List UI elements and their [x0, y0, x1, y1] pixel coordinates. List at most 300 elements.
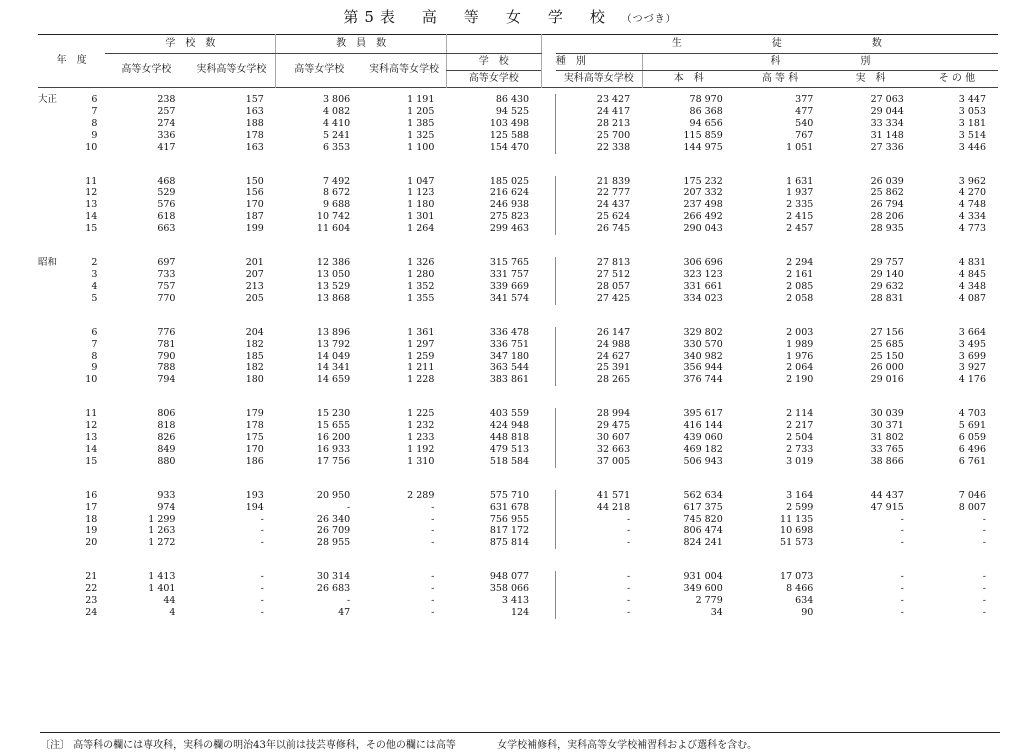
cell-students-main: 349 600 — [683, 583, 723, 595]
cell-schools-vocational: 157 — [245, 94, 264, 105]
era-cell — [38, 187, 65, 199]
year-cell: 20 — [85, 537, 98, 549]
cell-students-girls-hs: 246 938 — [489, 199, 530, 211]
table-row — [38, 94, 998, 106]
cell-students-advanced: 634 — [795, 595, 814, 607]
cell-students-main: 266 492 — [683, 211, 723, 223]
table-row — [38, 571, 998, 583]
cell-teachers-girls-hs: 30 314 — [316, 571, 351, 583]
cell-schools-vocational: 185 — [245, 350, 264, 362]
cell-schools-girls-hs: 697 — [157, 257, 176, 269]
era-cell — [38, 525, 65, 537]
cell-teachers-girls-hs: 6 353 — [322, 141, 351, 153]
table-row — [38, 211, 998, 223]
cell-students-vocational: 27 512 — [596, 268, 631, 280]
cell-students-practical: 25 150 — [870, 350, 904, 362]
cell-teachers-vocational: 1 264 — [407, 223, 435, 235]
cell-students-advanced: 767 — [795, 129, 814, 141]
cell-schools-vocational: 213 — [245, 280, 264, 292]
cell-students-main: 506 943 — [683, 455, 723, 467]
footnote-text-2: 女学校補修科，実科高等女学校補習科および選科を含む。 — [497, 740, 758, 751]
table-row — [38, 327, 998, 339]
cell-teachers-girls-hs: 26 683 — [316, 583, 351, 595]
cell-teachers-vocational: 1 325 — [407, 129, 435, 141]
cell-students-girls-hs: 948 077 — [489, 571, 530, 583]
table-row — [38, 420, 998, 432]
cell-schools-vocational: 175 — [245, 432, 264, 444]
cell-students-other: 4 748 — [958, 199, 986, 211]
cell-teachers-girls-hs: 16 933 — [316, 443, 351, 455]
year-cell: 18 — [85, 513, 98, 525]
table-row — [38, 106, 998, 118]
cell-teachers-girls-hs: 7 492 — [322, 175, 351, 187]
cell-students-girls-hs: 341 574 — [489, 292, 530, 304]
cell-students-vocational: - — [626, 595, 631, 607]
header-girls-hs: 高等女学校 — [121, 64, 172, 76]
cell-teachers-vocational: 1 191 — [407, 94, 435, 105]
cell-students-other: - — [982, 571, 986, 583]
table-row — [38, 199, 998, 211]
year-cell: 15 — [85, 223, 98, 235]
cell-students-girls-hs: 331 757 — [489, 268, 530, 280]
cell-students-vocational: 22 777 — [596, 187, 631, 199]
table-row — [38, 432, 998, 444]
cell-teachers-vocational: 1 352 — [407, 280, 435, 292]
header-course: 科 別 — [642, 54, 998, 71]
cell-schools-vocational: 150 — [245, 175, 264, 187]
cell-students-girls-hs: 336 751 — [489, 338, 530, 350]
cell-students-girls-hs: 275 823 — [489, 211, 530, 223]
cell-schools-vocational: 156 — [245, 187, 264, 199]
cell-schools-girls-hs: 417 — [157, 141, 176, 153]
year-cell: 9 — [91, 362, 98, 374]
table-row — [38, 514, 998, 526]
header-practical-course: 実 科 — [855, 72, 886, 84]
cell-teachers-vocational: - — [431, 595, 435, 607]
header-type: 種 別 — [556, 54, 642, 71]
cell-students-main: 469 182 — [683, 443, 723, 455]
cell-students-other: 8 007 — [958, 501, 986, 513]
cell-schools-girls-hs: 933 — [157, 489, 176, 501]
cell-teachers-vocational: 1 297 — [407, 338, 435, 350]
cell-students-main: 175 232 — [683, 175, 723, 187]
cell-students-advanced: 1 051 — [786, 141, 814, 153]
cell-students-practical: 29 016 — [870, 374, 904, 386]
cell-students-advanced: 2 415 — [786, 211, 814, 223]
row-spacer — [38, 154, 998, 176]
cell-teachers-girls-hs: 15 655 — [316, 420, 351, 432]
cell-students-advanced: 8 466 — [786, 583, 814, 595]
cell-teachers-vocational: - — [431, 607, 435, 618]
cell-students-main: 439 060 — [683, 432, 723, 444]
cell-students-vocational: 30 607 — [596, 432, 631, 444]
cell-schools-girls-hs: 336 — [157, 129, 176, 141]
table-row — [38, 269, 998, 281]
cell-students-practical: - — [900, 525, 904, 537]
table-row — [38, 223, 998, 235]
cell-students-girls-hs: 403 559 — [489, 408, 530, 420]
row-spacer — [38, 305, 998, 327]
year-cell: 19 — [85, 525, 98, 537]
cell-teachers-girls-hs: 13 529 — [316, 280, 351, 292]
cell-students-practical: 27 063 — [870, 94, 904, 105]
cell-schools-vocational: - — [260, 607, 264, 618]
cell-teachers-girls-hs: 13 792 — [316, 338, 351, 350]
cell-students-practical: 29 632 — [870, 280, 904, 292]
cell-schools-girls-hs: 529 — [157, 187, 176, 199]
cell-schools-vocational: 163 — [245, 141, 264, 153]
header-teachers-vocational: 実科高等女学校 — [369, 64, 440, 76]
year-cell: 3 — [91, 268, 98, 280]
table-row — [38, 502, 998, 514]
table-row — [38, 187, 998, 199]
cell-teachers-girls-hs: 17 756 — [316, 455, 351, 467]
cell-students-practical: 26 794 — [870, 199, 904, 211]
era-cell — [38, 106, 65, 118]
cell-students-other: 4 334 — [958, 211, 986, 223]
era-cell — [38, 351, 65, 363]
cell-schools-vocational: 178 — [245, 129, 264, 141]
cell-schools-vocational: 193 — [245, 489, 264, 501]
cell-students-vocational: 26 147 — [596, 326, 631, 338]
cell-students-practical: - — [900, 607, 904, 618]
cell-teachers-girls-hs: 8 672 — [322, 187, 351, 199]
year-cell: 15 — [85, 455, 98, 467]
cell-schools-vocational: 178 — [245, 420, 264, 432]
era-cell — [38, 362, 65, 374]
era-cell — [38, 339, 65, 351]
header-vocational-girls: 実科高等女学校 — [563, 72, 634, 84]
cell-students-other: - — [982, 607, 986, 618]
cell-students-girls-hs: 424 948 — [489, 420, 530, 432]
row-spacer — [38, 386, 998, 408]
cell-students-advanced: 377 — [795, 94, 814, 105]
era-cell — [38, 211, 65, 223]
cell-schools-girls-hs: 770 — [157, 292, 176, 304]
cell-students-other: 6 059 — [958, 432, 986, 444]
cell-students-girls-hs: 347 180 — [489, 350, 530, 362]
cell-students-practical: 29 757 — [870, 257, 904, 269]
cell-teachers-girls-hs: 4 410 — [322, 117, 351, 129]
cell-schools-vocational: 182 — [245, 338, 264, 350]
cell-students-other: 3 514 — [958, 129, 986, 141]
cell-students-vocational: 37 005 — [596, 455, 631, 467]
cell-students-main: 824 241 — [683, 537, 723, 549]
cell-schools-vocational: 204 — [245, 326, 264, 338]
era-cell — [38, 595, 65, 607]
cell-students-practical: 29 044 — [870, 105, 904, 117]
cell-schools-girls-hs: 468 — [157, 175, 176, 187]
cell-schools-girls-hs: 274 — [157, 117, 176, 129]
cell-students-main: 931 004 — [683, 571, 723, 583]
footnote-label: 〔注〕 — [40, 740, 70, 751]
cell-students-vocational: 24 437 — [596, 199, 631, 211]
era-cell — [38, 607, 65, 619]
cell-teachers-girls-hs: 3 806 — [322, 94, 351, 105]
header-schools: 学 校 数 — [105, 35, 276, 54]
year-cell: 16 — [85, 489, 98, 501]
year-cell: 2 — [91, 257, 98, 269]
table-header — [38, 35, 998, 95]
cell-students-girls-hs: 383 861 — [489, 374, 530, 386]
cell-students-advanced: 3 164 — [786, 489, 814, 501]
cell-students-girls-hs: 518 584 — [489, 455, 530, 467]
table-row — [38, 537, 998, 549]
cell-students-vocational: 28 213 — [596, 117, 631, 129]
cell-students-advanced: 1 631 — [786, 175, 814, 187]
cell-students-other: 3 699 — [958, 350, 986, 362]
cell-students-practical: 31 802 — [870, 432, 904, 444]
cell-teachers-vocational: 1 280 — [407, 268, 435, 280]
row-spacer — [38, 235, 998, 257]
cell-teachers-vocational: 1 355 — [407, 292, 435, 304]
cell-teachers-vocational: 1 232 — [407, 420, 435, 432]
cell-students-advanced: 2 733 — [786, 443, 814, 455]
cell-students-vocational: 32 663 — [596, 443, 631, 455]
cell-teachers-girls-hs: - — [346, 501, 351, 513]
cell-students-girls-hs: 125 588 — [489, 129, 530, 141]
cell-students-main: 78 970 — [689, 94, 723, 105]
table-row — [38, 374, 998, 386]
cell-students-main: 115 859 — [683, 129, 723, 141]
cell-teachers-vocational: 1 259 — [407, 350, 435, 362]
cell-schools-vocational: 170 — [245, 199, 264, 211]
cell-schools-girls-hs: 618 — [157, 211, 176, 223]
cell-students-advanced: 90 — [801, 607, 814, 618]
cell-students-other: 3 495 — [958, 338, 986, 350]
cell-students-girls-hs: 479 513 — [489, 443, 530, 455]
cell-teachers-girls-hs: 13 896 — [316, 326, 351, 338]
cell-teachers-girls-hs: 28 955 — [316, 537, 351, 549]
cell-students-other: 4 703 — [958, 408, 986, 420]
cell-students-vocational: 28 265 — [596, 374, 631, 386]
cell-schools-girls-hs: 849 — [157, 443, 176, 455]
cell-students-girls-hs: 817 172 — [489, 525, 530, 537]
cell-students-practical: 28 206 — [870, 211, 904, 223]
cell-students-practical: 26 039 — [870, 175, 904, 187]
cell-schools-girls-hs: 826 — [157, 432, 176, 444]
cell-students-practical: - — [900, 571, 904, 583]
cell-students-other: 3 181 — [958, 117, 986, 129]
cell-teachers-vocational: 1 225 — [407, 408, 435, 420]
cell-teachers-vocational: 1 192 — [407, 443, 435, 455]
cell-students-practical: - — [900, 595, 904, 607]
era-cell — [38, 514, 65, 526]
cell-students-vocational: - — [626, 537, 631, 549]
era-cell: 昭和 — [38, 257, 58, 269]
cell-schools-girls-hs: 257 — [157, 105, 176, 117]
header-vocational: 実科高等女学校 — [196, 64, 267, 76]
cell-students-main: 395 617 — [683, 408, 723, 420]
cell-students-advanced: 2 457 — [786, 223, 814, 235]
cell-students-practical: 30 371 — [870, 420, 904, 432]
cell-teachers-girls-hs: 12 386 — [316, 257, 351, 269]
cell-students-main: 94 656 — [689, 117, 723, 129]
era-cell — [38, 408, 65, 420]
year-cell: 11 — [85, 175, 98, 187]
year-cell: 12 — [85, 420, 98, 432]
cell-teachers-girls-hs: 9 688 — [322, 199, 351, 211]
year-cell: 24 — [85, 607, 98, 618]
footnote — [40, 732, 1000, 751]
cell-students-main: 207 332 — [683, 187, 723, 199]
cell-students-girls-hs: 299 463 — [489, 223, 530, 235]
cell-schools-girls-hs: 1 263 — [148, 525, 176, 537]
cell-students-practical: 31 148 — [870, 129, 904, 141]
year-cell: 8 — [91, 117, 98, 129]
cell-students-practical: - — [900, 583, 904, 595]
header-advanced-course: 高 等 科 — [761, 72, 799, 84]
era-cell — [38, 142, 65, 154]
header-students-girls-hs: 高等女学校 — [446, 71, 541, 88]
era-cell — [38, 490, 65, 502]
cell-students-girls-hs: 358 066 — [489, 583, 530, 595]
cell-schools-vocational: 199 — [245, 223, 264, 235]
table-row — [38, 351, 998, 363]
era-cell — [38, 537, 65, 549]
cell-students-other: 4 845 — [958, 268, 986, 280]
era-cell — [38, 327, 65, 339]
cell-teachers-girls-hs: 10 742 — [316, 211, 351, 223]
era-cell — [38, 223, 65, 235]
cell-students-advanced: 11 135 — [780, 513, 814, 525]
header-teachers: 教 員 数 — [276, 35, 447, 54]
cell-students-main: 306 696 — [683, 257, 723, 269]
cell-students-practical: - — [900, 513, 904, 525]
cell-schools-girls-hs: 663 — [157, 223, 176, 235]
cell-schools-vocational: 194 — [245, 501, 264, 513]
era-cell — [38, 130, 65, 142]
cell-students-other: 3 927 — [958, 362, 986, 374]
cell-teachers-vocational: 1 100 — [407, 141, 435, 153]
cell-students-vocational: 29 475 — [596, 420, 631, 432]
cell-schools-girls-hs: 576 — [157, 199, 176, 211]
year-cell: 14 — [85, 211, 98, 223]
era-cell — [38, 281, 65, 293]
era-cell — [38, 444, 65, 456]
cell-students-vocational: 25 624 — [596, 211, 631, 223]
cell-schools-girls-hs: 1 401 — [148, 583, 176, 595]
cell-students-other: 4 831 — [958, 257, 986, 269]
cell-teachers-vocational: 1 205 — [407, 105, 435, 117]
cell-schools-girls-hs: 757 — [157, 280, 176, 292]
cell-students-girls-hs: 363 544 — [489, 362, 530, 374]
cell-teachers-vocational: - — [431, 537, 435, 549]
year-cell: 21 — [85, 571, 98, 583]
cell-teachers-vocational: - — [431, 513, 435, 525]
cell-students-other: 6 496 — [958, 443, 986, 455]
cell-schools-vocational: 207 — [245, 268, 264, 280]
cell-students-main: 330 570 — [683, 338, 723, 350]
row-spacer — [38, 468, 998, 490]
cell-students-vocational: 25 700 — [596, 129, 631, 141]
cell-students-advanced: 2 335 — [786, 199, 814, 211]
era-cell — [38, 269, 65, 281]
cell-students-vocational: 23 427 — [596, 94, 631, 105]
year-cell: 23 — [85, 595, 98, 607]
cell-students-main: 745 820 — [683, 513, 723, 525]
cell-students-other: 4 176 — [958, 374, 986, 386]
year-cell: 9 — [91, 129, 98, 141]
cell-teachers-girls-hs: 14 659 — [316, 374, 351, 386]
cell-teachers-vocational: 2 289 — [407, 489, 435, 501]
cell-teachers-girls-hs: 4 082 — [322, 105, 351, 117]
header-students: 生 徒 数 — [556, 35, 998, 54]
cell-students-vocational: 24 988 — [596, 338, 631, 350]
cell-students-girls-hs: 185 025 — [489, 175, 530, 187]
cell-students-vocational: 28 057 — [596, 280, 631, 292]
cell-schools-girls-hs: 790 — [157, 350, 176, 362]
cell-students-other: 4 087 — [958, 292, 986, 304]
cell-students-vocational: 21 839 — [596, 175, 631, 187]
cell-students-advanced: 2 003 — [786, 326, 814, 338]
table-row — [38, 281, 998, 293]
cell-students-other: 4 270 — [958, 187, 986, 199]
cell-students-advanced: 2 217 — [786, 420, 814, 432]
era-cell — [38, 432, 65, 444]
cell-students-practical: 27 336 — [870, 141, 904, 153]
table-subtitle: （つづき） — [621, 14, 677, 25]
cell-teachers-girls-hs: 13 868 — [316, 292, 351, 304]
cell-schools-vocational: - — [260, 537, 264, 549]
cell-teachers-girls-hs: 14 341 — [316, 362, 351, 374]
cell-students-girls-hs: 336 478 — [489, 326, 530, 338]
cell-students-girls-hs: 448 818 — [489, 432, 530, 444]
cell-teachers-vocational: - — [431, 525, 435, 537]
header-school-label: 学 校 — [446, 54, 541, 71]
cell-schools-vocational: 170 — [245, 443, 264, 455]
cell-teachers-girls-hs: 14 049 — [316, 350, 351, 362]
era-cell — [38, 583, 65, 595]
cell-schools-girls-hs: 1 413 — [148, 571, 176, 583]
cell-teachers-girls-hs: - — [346, 595, 351, 607]
cell-students-vocational: 24 627 — [596, 350, 631, 362]
cell-schools-vocational: 186 — [245, 455, 264, 467]
era-cell: 大正 — [38, 94, 58, 105]
cell-students-practical: 25 862 — [870, 187, 904, 199]
cell-students-other: 3 962 — [958, 175, 986, 187]
header-students-left — [446, 35, 541, 54]
cell-students-advanced: 2 085 — [786, 280, 814, 292]
cell-students-main: 144 975 — [683, 141, 723, 153]
era-cell — [38, 176, 65, 188]
cell-students-vocational: 24 417 — [596, 105, 631, 117]
cell-students-advanced: 2 504 — [786, 432, 814, 444]
header-main-course: 本 科 — [642, 71, 735, 88]
cell-students-girls-hs: 3 413 — [501, 595, 530, 607]
cell-teachers-vocational: 1 326 — [407, 257, 435, 269]
cell-teachers-vocational: 1 310 — [407, 455, 435, 467]
year-cell: 22 — [85, 583, 98, 595]
cell-students-main: 416 144 — [683, 420, 723, 432]
era-cell — [38, 456, 65, 468]
cell-schools-vocational: 163 — [245, 105, 264, 117]
cell-schools-girls-hs: 776 — [157, 326, 176, 338]
cell-students-vocational: 26 745 — [596, 223, 631, 235]
cell-students-main: 323 123 — [683, 268, 723, 280]
cell-students-vocational: 44 218 — [596, 501, 631, 513]
cell-teachers-vocational: 1 123 — [407, 187, 435, 199]
cell-students-advanced: 2 114 — [786, 408, 814, 420]
cell-schools-girls-hs: 1 299 — [148, 513, 176, 525]
year-cell: 7 — [91, 338, 98, 350]
cell-teachers-girls-hs: 26 340 — [316, 513, 351, 525]
cell-students-advanced: 51 573 — [780, 537, 814, 549]
statistics-table — [38, 34, 998, 619]
cell-students-main: 290 043 — [683, 223, 723, 235]
cell-teachers-girls-hs: 13 050 — [316, 268, 351, 280]
cell-teachers-vocational: 1 361 — [407, 326, 435, 338]
